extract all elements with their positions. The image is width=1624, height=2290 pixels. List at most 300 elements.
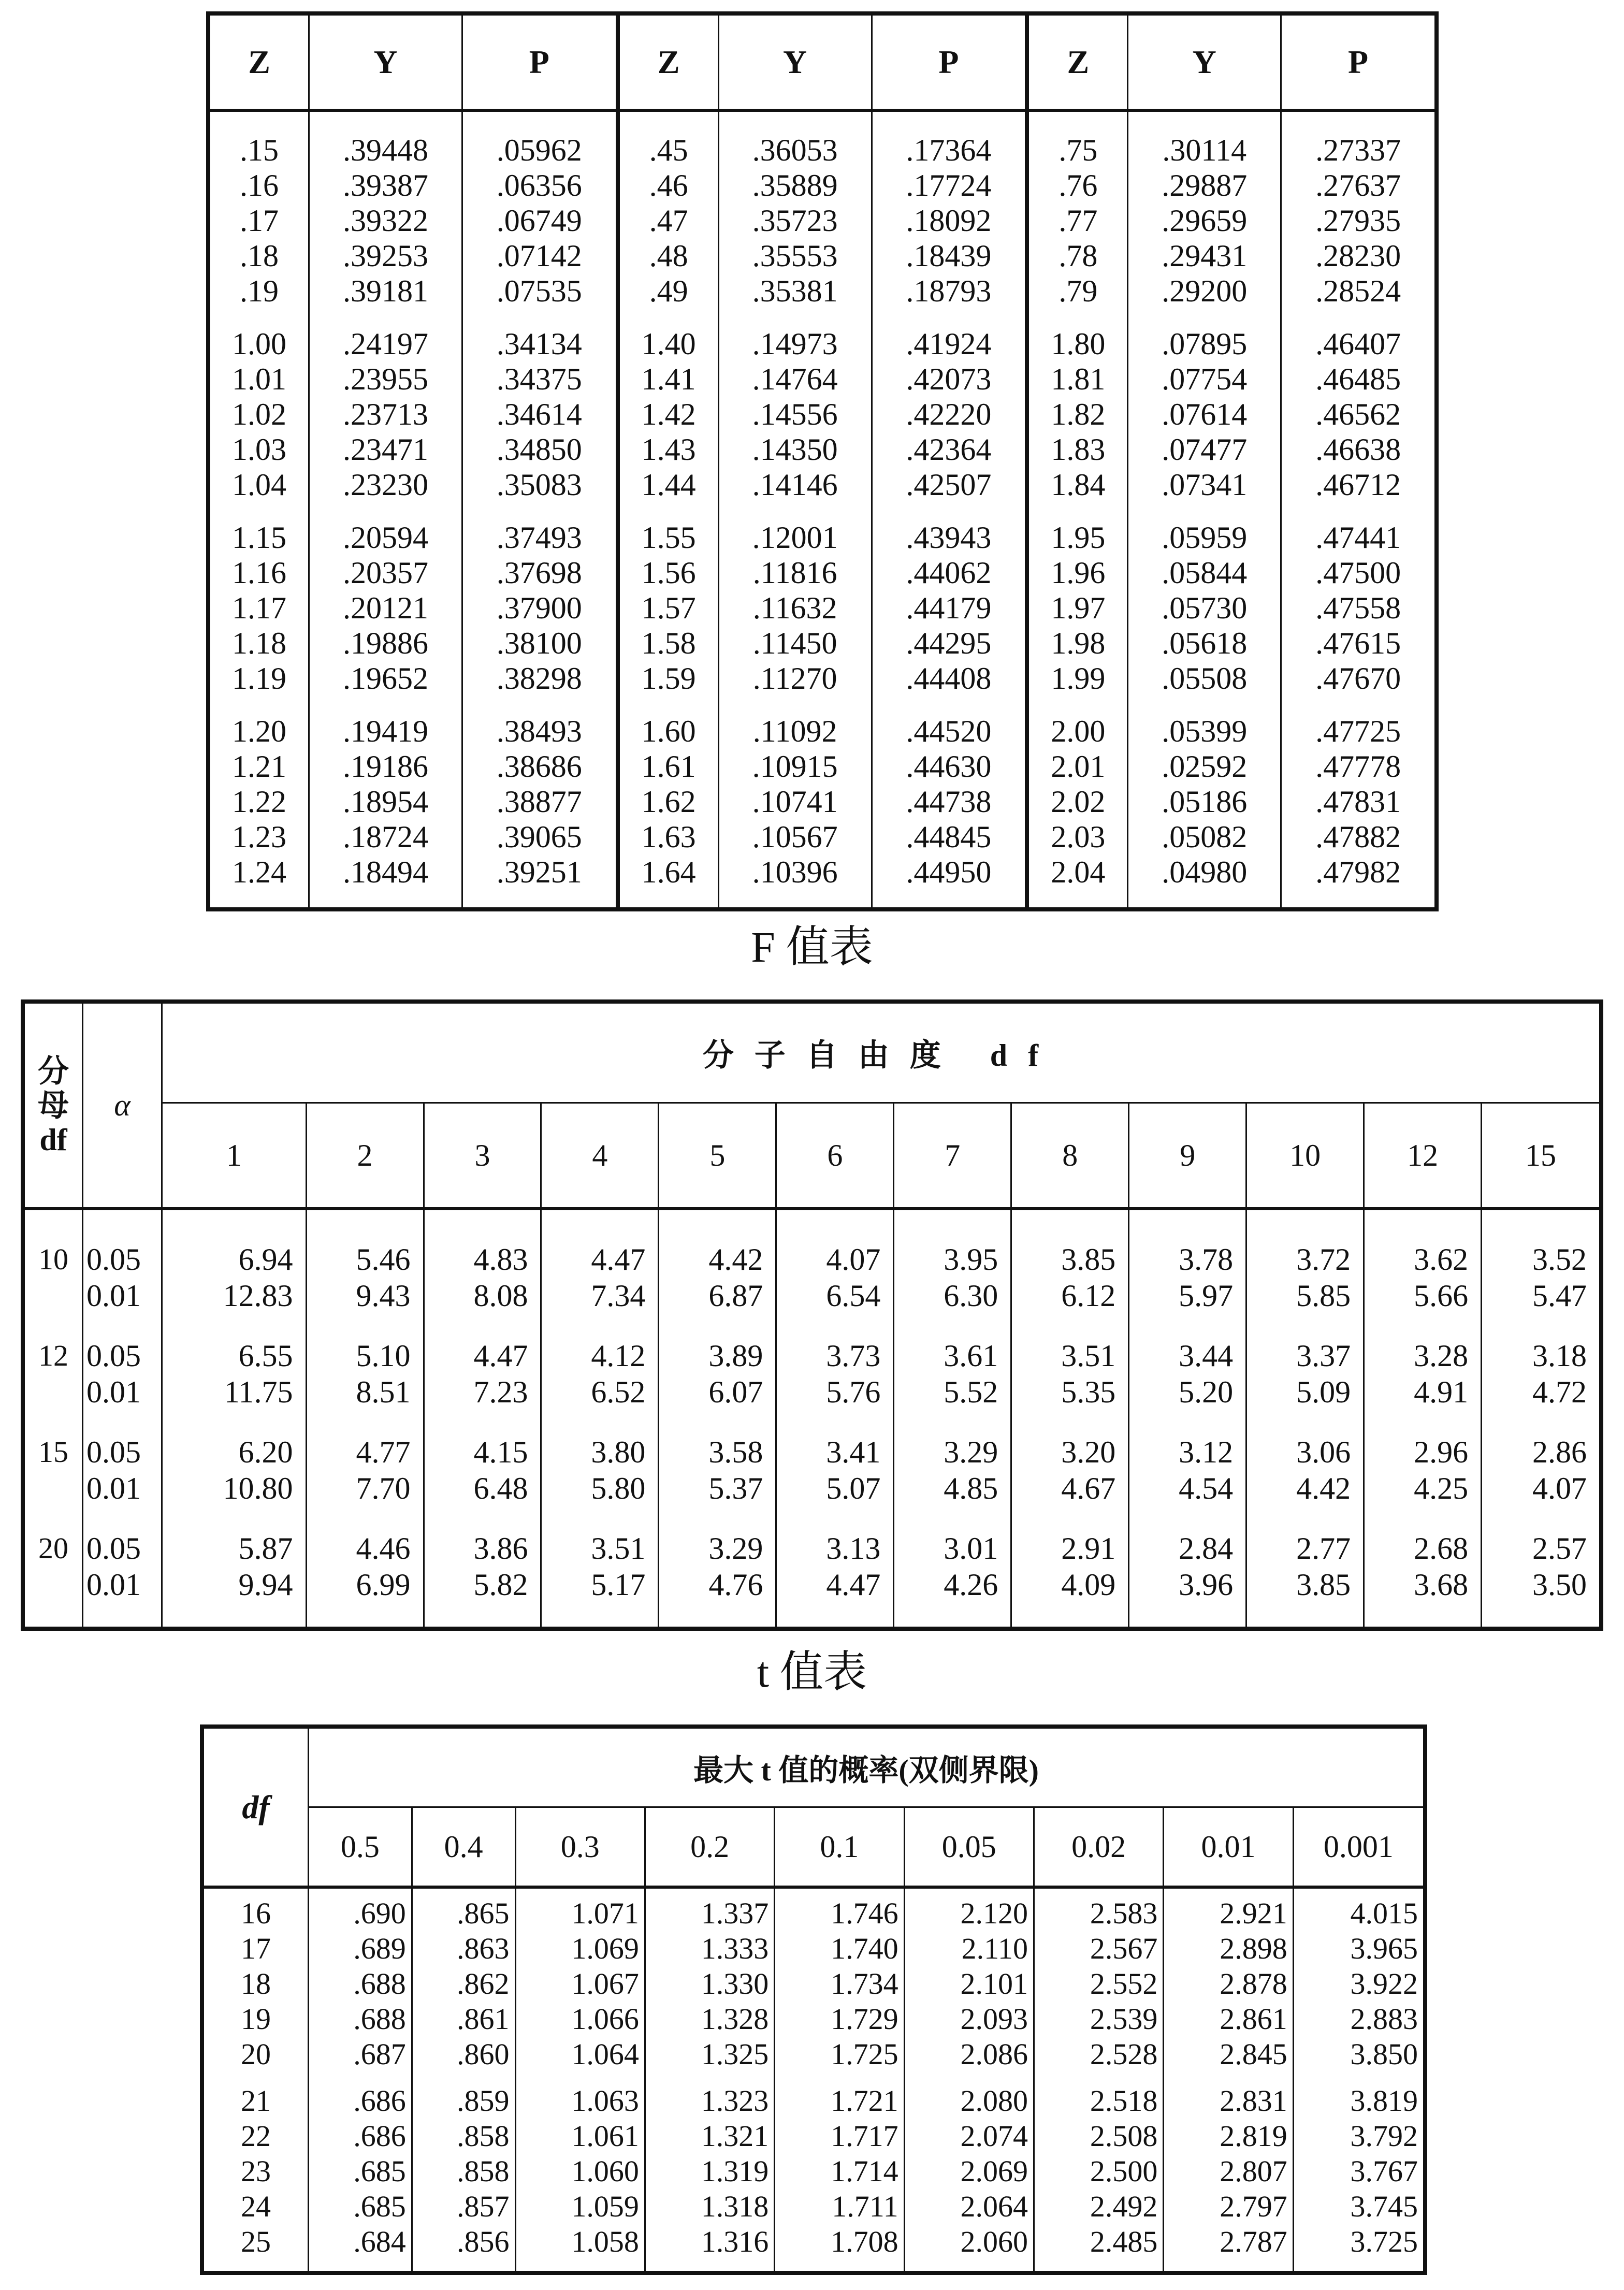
f-value: 3.13 [826, 1531, 881, 1566]
normal-value: .14973 [752, 327, 838, 361]
normal-value: .44295 [906, 626, 992, 660]
t-value: .690 [353, 1896, 406, 1930]
normal-value: 1.83 [1051, 432, 1106, 467]
f-value-cell [894, 1209, 1011, 1338]
normal-table-cell [872, 520, 1027, 714]
normal-value: 1.62 [641, 785, 696, 819]
normal-value: .38100 [496, 626, 582, 660]
normal-value: 1.80 [1051, 327, 1106, 361]
normal-table-cell [872, 110, 1027, 326]
t-value: .689 [353, 1932, 406, 1965]
normal-value: .35889 [752, 168, 838, 202]
df-value: 24 [241, 2190, 271, 2223]
normal-table-cell [1027, 520, 1128, 714]
normal-value: .10915 [752, 749, 838, 784]
t-value: .863 [457, 1932, 510, 1965]
probability-column: 0.02 [1034, 1807, 1163, 1888]
normal-value: .29431 [1162, 239, 1248, 273]
normal-value: .35723 [752, 204, 838, 238]
f-value: 3.89 [708, 1339, 763, 1373]
normal-value: .05962 [496, 133, 582, 167]
normal-value: 2.01 [1051, 749, 1106, 784]
normal-column-header: Z [618, 13, 719, 110]
t-value: .862 [457, 1967, 510, 2001]
f-value-cell [162, 1209, 307, 1338]
t-value: .688 [353, 2002, 406, 2036]
t-value: 1.066 [571, 2002, 639, 2036]
normal-value: .06749 [496, 204, 582, 238]
f-value-cell [1482, 1338, 1601, 1434]
t-value: .860 [457, 2037, 510, 2071]
normal-value: .05399 [1162, 714, 1248, 748]
normal-value: .43943 [906, 520, 992, 555]
t-value: .685 [353, 2190, 406, 2223]
normal-table-cell [1027, 714, 1128, 909]
df-value: 18 [241, 1967, 271, 2001]
probability-column: 0.01 [1164, 1807, 1293, 1888]
normal-table-cell [462, 110, 617, 326]
f-value: 4.77 [356, 1435, 411, 1469]
normal-value: .47831 [1315, 785, 1401, 819]
normal-column-header: P [872, 13, 1027, 110]
f-value: 3.18 [1532, 1339, 1587, 1373]
f-value-cell [1246, 1530, 1364, 1629]
t-value: 3.767 [1350, 2154, 1418, 2188]
normal-value: .24197 [342, 327, 428, 361]
t-value: 1.323 [701, 2084, 769, 2118]
f-value-cell [776, 1530, 894, 1629]
t-value: 2.878 [1220, 1967, 1287, 2001]
normal-value: .10567 [752, 820, 838, 854]
f-value: 3.86 [473, 1531, 528, 1566]
f-value-cell [1364, 1338, 1482, 1434]
t-value: .857 [457, 2190, 510, 2223]
f-value-cell [1246, 1434, 1364, 1530]
f-value: 2.91 [1061, 1531, 1116, 1566]
f-value: 5.07 [826, 1471, 881, 1505]
numerator-df-column: 2 [306, 1103, 424, 1209]
df-cell [202, 2083, 309, 2273]
normal-value: 2.00 [1051, 714, 1106, 748]
t-value: 2.101 [960, 1967, 1028, 2001]
normal-value: .07535 [496, 274, 582, 308]
normal-value: .19186 [342, 749, 428, 784]
t-table-title: t 值表 [757, 1648, 867, 1697]
normal-value: .23230 [342, 468, 428, 502]
t-value: 2.861 [1220, 2002, 1287, 2036]
f-value: 11.75 [224, 1375, 293, 1409]
f-value: 3.29 [944, 1435, 998, 1469]
f-value: 12.83 [223, 1279, 293, 1313]
normal-value: 1.64 [641, 855, 696, 889]
f-value: 6.87 [708, 1279, 763, 1313]
f-value: 3.73 [826, 1339, 881, 1373]
alpha-value: 0.05 [86, 1435, 141, 1469]
t-value: 1.740 [831, 1932, 898, 1965]
f-value: 4.76 [708, 1568, 763, 1602]
f-value-cell [306, 1530, 424, 1629]
f-value: 2.86 [1532, 1435, 1587, 1469]
normal-value: .44950 [906, 855, 992, 889]
f-value: 6.48 [473, 1471, 528, 1505]
f-value: 4.09 [1061, 1568, 1116, 1602]
f-value: 5.35 [1061, 1375, 1116, 1409]
normal-value: .17364 [906, 133, 992, 167]
f-value-cell [541, 1434, 659, 1530]
normal-value: .39387 [342, 168, 428, 202]
normal-table-cell [309, 714, 462, 909]
numerator-df-column: 1 [162, 1103, 307, 1209]
probability-header: 最大 t 值的概率(双侧界限) [309, 1727, 1426, 1807]
t-value-cell [515, 1887, 645, 2083]
normal-value: .07895 [1162, 327, 1248, 361]
t-value: 3.850 [1350, 2037, 1418, 2071]
normal-table-cell [1281, 520, 1437, 714]
normal-value: .39251 [496, 855, 582, 889]
t-value: 2.552 [1090, 1967, 1158, 2001]
f-value-cell [659, 1209, 776, 1338]
f-value: 6.55 [238, 1339, 293, 1373]
normal-value: .07142 [496, 239, 582, 273]
f-value: 6.12 [1061, 1279, 1116, 1313]
normal-table-cell [618, 714, 719, 909]
normal-value: .75 [1058, 133, 1098, 167]
t-value-cell [309, 2083, 412, 2273]
normal-value: .34614 [496, 397, 582, 431]
t-table-row-group [202, 1887, 1425, 2083]
f-value: 4.85 [944, 1471, 998, 1505]
normal-value: .23471 [342, 432, 428, 467]
t-value: 2.921 [1220, 1896, 1287, 1930]
t-value: 1.717 [831, 2119, 898, 2153]
f-value: 3.85 [1061, 1242, 1116, 1277]
normal-value: .23955 [342, 362, 428, 396]
normal-value: 1.04 [232, 468, 287, 502]
normal-value: .46407 [1315, 327, 1401, 361]
t-value-cell [412, 2083, 515, 2273]
alpha-value: 0.01 [86, 1471, 141, 1505]
f-value: 3.20 [1061, 1435, 1116, 1469]
normal-table-cell [309, 110, 462, 326]
normal-value: .44738 [906, 785, 992, 819]
normal-value: .39065 [496, 820, 582, 854]
f-value-cell [659, 1434, 776, 1530]
df-cell [202, 1887, 309, 2083]
probability-column: 0.001 [1293, 1807, 1425, 1888]
f-value: 3.44 [1179, 1339, 1234, 1373]
normal-value: .42220 [906, 397, 992, 431]
f-value: 4.42 [1296, 1471, 1351, 1505]
f-value: 5.87 [238, 1531, 293, 1566]
normal-value: .06356 [496, 168, 582, 202]
t-value-cell [1034, 1887, 1163, 2083]
t-value: 2.060 [960, 2225, 1028, 2258]
normal-value: .47778 [1315, 749, 1401, 784]
f-value: 5.76 [826, 1375, 881, 1409]
normal-value: .07754 [1162, 362, 1248, 396]
normal-table-row-group [208, 714, 1437, 909]
normal-table-cell [618, 520, 719, 714]
normal-value: .29659 [1162, 204, 1248, 238]
t-value: 2.583 [1090, 1896, 1158, 1930]
normal-table-cell [1128, 110, 1281, 326]
f-value-cell [162, 1434, 307, 1530]
normal-column-header: Z [1027, 13, 1128, 110]
normal-value: .36053 [752, 133, 838, 167]
f-value: 3.50 [1532, 1568, 1587, 1602]
f-value: 4.15 [473, 1435, 528, 1469]
t-value: 1.734 [831, 1967, 898, 2001]
normal-table-cell [718, 714, 872, 909]
normal-value: 1.63 [641, 820, 696, 854]
normal-value: 1.20 [232, 714, 287, 748]
f-value-cell [1482, 1530, 1601, 1629]
alpha-value: 0.01 [86, 1279, 141, 1313]
normal-value: 1.00 [232, 327, 287, 361]
t-value: .685 [353, 2154, 406, 2188]
f-value-cell [1482, 1434, 1601, 1530]
alpha-value: 0.05 [86, 1339, 141, 1373]
normal-value: 1.84 [1051, 468, 1106, 502]
normal-value: .05618 [1162, 626, 1248, 660]
t-value: 2.528 [1090, 2037, 1158, 2071]
normal-value: 1.43 [641, 432, 696, 467]
t-value: 2.074 [960, 2119, 1028, 2153]
probability-column: 0.3 [515, 1807, 645, 1888]
f-value: 2.96 [1414, 1435, 1469, 1469]
normal-value: .14556 [752, 397, 838, 431]
normal-value: .10396 [752, 855, 838, 889]
normal-table-cell [618, 110, 719, 326]
f-table-header [23, 1002, 1601, 1209]
normal-table-cell [718, 520, 872, 714]
numerator-df-column: 12 [1364, 1103, 1482, 1209]
f-value: 5.82 [473, 1568, 528, 1602]
normal-value: .10741 [752, 785, 838, 819]
f-value: 3.80 [591, 1435, 646, 1469]
normal-value: .46712 [1315, 468, 1401, 502]
normal-value: .34134 [496, 327, 582, 361]
normal-value: .47615 [1315, 626, 1401, 660]
f-value-cell [1246, 1338, 1364, 1434]
t-value: 1.721 [831, 2084, 898, 2118]
numerator-df-column: 6 [776, 1103, 894, 1209]
f-value-cell [1011, 1530, 1129, 1629]
normal-value: .07477 [1162, 432, 1248, 467]
t-value-cell [775, 2083, 904, 2273]
normal-value: 1.44 [641, 468, 696, 502]
t-value: 3.725 [1350, 2225, 1418, 2258]
f-value-cell [659, 1530, 776, 1629]
t-value-cell [645, 1887, 774, 2083]
normal-value: .38877 [496, 785, 582, 819]
normal-value: .41924 [906, 327, 992, 361]
f-value: 6.52 [591, 1375, 646, 1409]
normal-value: .44520 [906, 714, 992, 748]
normal-value: 1.41 [641, 362, 696, 396]
normal-value: .39322 [342, 204, 428, 238]
normal-value: .20121 [342, 591, 428, 625]
normal-value: .20594 [342, 520, 428, 555]
normal-value: .30114 [1162, 133, 1247, 167]
normal-value: .07614 [1162, 397, 1248, 431]
f-value-cell [1129, 1434, 1246, 1530]
t-value: 2.069 [960, 2154, 1028, 2188]
t-value: 1.064 [571, 2037, 639, 2071]
f-value: 9.94 [238, 1568, 293, 1602]
t-value: 2.492 [1090, 2190, 1158, 2223]
normal-value: .78 [1058, 239, 1098, 273]
normal-value: 1.60 [641, 714, 696, 748]
normal-value: .38493 [496, 714, 582, 748]
f-value-cell [541, 1530, 659, 1629]
normal-value: .28230 [1315, 239, 1401, 273]
t-value: 3.792 [1350, 2119, 1418, 2153]
normal-value: .44062 [906, 556, 992, 590]
normal-value: .15 [240, 133, 279, 167]
probability-column: 0.2 [645, 1807, 774, 1888]
f-value-cell [894, 1338, 1011, 1434]
normal-value: 1.22 [232, 785, 287, 819]
f-value-cell [424, 1530, 541, 1629]
t-value-cell [904, 2083, 1034, 2273]
f-value: 4.47 [473, 1339, 528, 1373]
normal-value: .20357 [342, 556, 428, 590]
t-value: .858 [457, 2154, 510, 2188]
f-value-cell [1129, 1530, 1246, 1629]
f-value: 5.20 [1179, 1375, 1234, 1409]
f-value: 6.54 [826, 1279, 881, 1313]
f-value-cell [541, 1209, 659, 1338]
t-value: .684 [353, 2225, 406, 2258]
f-value-cell [306, 1338, 424, 1434]
t-value-table [200, 1724, 1427, 2275]
f-value: 5.47 [1532, 1279, 1587, 1313]
alpha-cell [83, 1338, 162, 1434]
t-value: 1.063 [571, 2084, 639, 2118]
normal-value: .18954 [342, 785, 428, 819]
t-value-cell [1293, 1887, 1425, 2083]
normal-value: .44179 [906, 591, 992, 625]
alpha-value: 0.01 [86, 1375, 141, 1409]
f-value-cell [1482, 1209, 1601, 1338]
t-value: 4.015 [1350, 1896, 1418, 1930]
f-value-cell [424, 1434, 541, 1530]
df-value: 21 [241, 2084, 271, 2118]
t-value: 1.325 [701, 2037, 769, 2071]
normal-value: .47500 [1315, 556, 1401, 590]
f-value-cell [424, 1338, 541, 1434]
normal-value: .76 [1058, 168, 1098, 202]
normal-value: .11092 [752, 714, 837, 748]
t-value: 1.714 [831, 2154, 898, 2188]
normal-table-cell [1281, 714, 1437, 909]
normal-value: .47 [649, 204, 688, 238]
f-value: 2.77 [1296, 1531, 1351, 1566]
t-value: 1.316 [701, 2225, 769, 2258]
numerator-df-column: 7 [894, 1103, 1011, 1209]
normal-value: 2.04 [1051, 855, 1106, 889]
normal-table-cell [208, 326, 309, 520]
normal-value: .05186 [1162, 785, 1248, 819]
t-value: 1.058 [571, 2225, 639, 2258]
f-value-cell [659, 1338, 776, 1434]
t-value-cell [309, 1887, 412, 2083]
normal-value: .29887 [1162, 168, 1248, 202]
normal-value: 1.24 [232, 855, 287, 889]
t-value-cell [1293, 2083, 1425, 2273]
normal-table-cell [208, 520, 309, 714]
normal-value: .37900 [496, 591, 582, 625]
normal-value: 1.23 [232, 820, 287, 854]
alpha-value: 0.05 [86, 1242, 141, 1277]
f-value: 3.52 [1532, 1242, 1587, 1277]
normal-value: 1.15 [232, 520, 287, 555]
normal-value: .47882 [1315, 820, 1401, 854]
t-value: 1.067 [571, 1967, 639, 2001]
t-value-cell [775, 1887, 904, 2083]
numerator-df-header: 分子自由度 df [162, 1002, 1602, 1103]
normal-value: .47670 [1315, 661, 1401, 695]
t-value-cell [904, 1887, 1034, 2083]
f-value: 4.07 [826, 1242, 881, 1277]
t-value-cell [1034, 2083, 1163, 2273]
normal-value: .39181 [342, 274, 428, 308]
normal-value: .05844 [1162, 556, 1248, 590]
normal-table-row-group [208, 110, 1437, 326]
normal-column-header: Y [1128, 13, 1281, 110]
normal-value: 1.96 [1051, 556, 1106, 590]
normal-value: .04980 [1162, 855, 1248, 889]
normal-value: .47558 [1315, 591, 1401, 625]
f-value: 5.52 [944, 1375, 998, 1409]
alpha-cell [83, 1434, 162, 1530]
f-value: 5.10 [356, 1339, 411, 1373]
normal-value: .12001 [752, 520, 838, 555]
f-value: 4.47 [826, 1568, 881, 1602]
normal-value: .44408 [906, 661, 992, 695]
normal-value: 1.21 [232, 749, 287, 784]
t-value: 2.500 [1090, 2154, 1158, 2188]
normal-table-body [208, 110, 1437, 909]
t-value: 3.819 [1350, 2084, 1418, 2118]
normal-table-cell [208, 714, 309, 909]
t-value: 1.746 [831, 1896, 898, 1930]
t-value: 2.093 [960, 2002, 1028, 2036]
t-value: 1.328 [701, 2002, 769, 2036]
normal-value: .77 [1058, 204, 1098, 238]
f-value-cell [1129, 1209, 1246, 1338]
normal-value: .19652 [342, 661, 428, 695]
f-value: 5.85 [1296, 1279, 1351, 1313]
normal-value: .07341 [1162, 468, 1248, 502]
f-value: 3.51 [591, 1531, 646, 1566]
f-value: 4.72 [1532, 1375, 1587, 1409]
t-value: .686 [353, 2084, 406, 2118]
f-value-cell [1364, 1530, 1482, 1629]
normal-value: .11450 [752, 626, 837, 660]
f-value: 4.47 [591, 1242, 646, 1277]
t-value: 2.831 [1220, 2084, 1287, 2118]
t-value: .859 [457, 2084, 510, 2118]
normal-table-cell [309, 326, 462, 520]
t-value: .688 [353, 1967, 406, 2001]
normal-value: .19 [240, 274, 279, 308]
f-value: 3.06 [1296, 1435, 1351, 1469]
normal-value: .46 [649, 168, 688, 202]
f-value: 5.80 [591, 1471, 646, 1505]
t-value-cell [515, 2083, 645, 2273]
